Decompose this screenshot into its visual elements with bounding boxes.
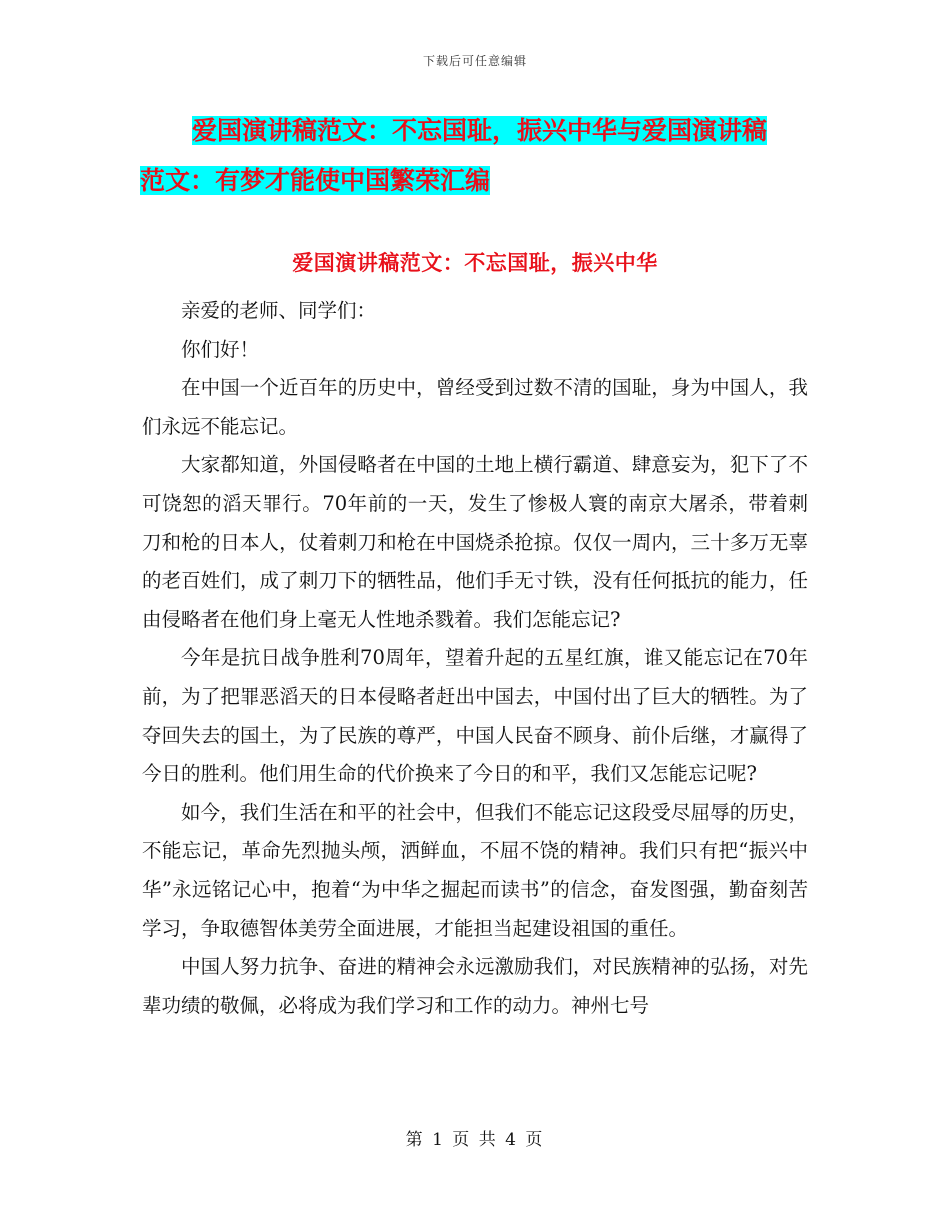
section-title: 爱国演讲稿范文：不忘国耻，振兴中华 (292, 251, 658, 275)
document-title-line-2: 范文：有梦才能使中国繁荣汇编 (140, 166, 491, 195)
body-paragraph: 今年是抗日战争胜利70周年，望着升起的五星红旗，谁又能忘记在70年前，为了把罪恶滔天的日本侵略者赶出中国去，中国付出了巨大的牺牲。为了夺回失去的国土，为了民族的尊严，中国人民奋不顾身、前仆后继，才赢得了今日的胜利。他们用生命的代价换来了今日的和平，我们又怎能忘记呢? (142, 646, 808, 786)
salutation: 亲爱的老师、同学们： (181, 299, 377, 322)
greeting: 你们好！ (181, 337, 260, 361)
body-paragraph: 中国人努力抗争、奋进的精神会永远激励我们，对民族精神的弘扬，对先辈功绩的敬佩，必将成为我们学习和工作的动力。神州七号 (142, 955, 808, 1017)
document-title-line-1: 爱国演讲稿范文：不忘国耻，振兴中华与爱国演讲稿 (192, 116, 768, 145)
page-header-note: 下载后可任意编辑 (422, 54, 527, 68)
speech-body (142, 292, 808, 1025)
document-title (140, 106, 810, 206)
body-paragraph: 如今，我们生活在和平的社会中，但我们不能忘记这段受尽屈辱的历史，不能忘记，革命先烈抛头颅，洒鲜血，不屈不饶的精神。我们只有把“振兴中华”永远铭记心中，抱着“为中华之掘起而读书”的信念，奋发图强，勤奋刻苦学习，争取德智体美劳全面进展，才能担当起建设祖国的重任。 (142, 800, 808, 940)
page-number-footer: 第 1 页 共 4 页 (405, 1130, 545, 1150)
body-paragraph: 大家都知道，外国侵略者在中国的土地上横行霸道、肆意妄为，犯下了不可饶恕的滔天罪行。70年前的一天，发生了惨极人寰的南京大屠杀，带着刺刀和枪的日本人，仗着刺刀和枪在中国烧杀抢掠。仅仅一周内，三十多万无辜的老百姓们，成了刺刀下的牺牲品，他们手无寸铁，没有任何抵抗的能力，任由侵略者在他们身上毫无人性地杀戮着。我们怎能忘记? (142, 453, 808, 631)
body-paragraph: 在中国一个近百年的历史中，曾经受到过数不清的国耻，身为中国人，我们永远不能忘记。 (142, 376, 808, 438)
